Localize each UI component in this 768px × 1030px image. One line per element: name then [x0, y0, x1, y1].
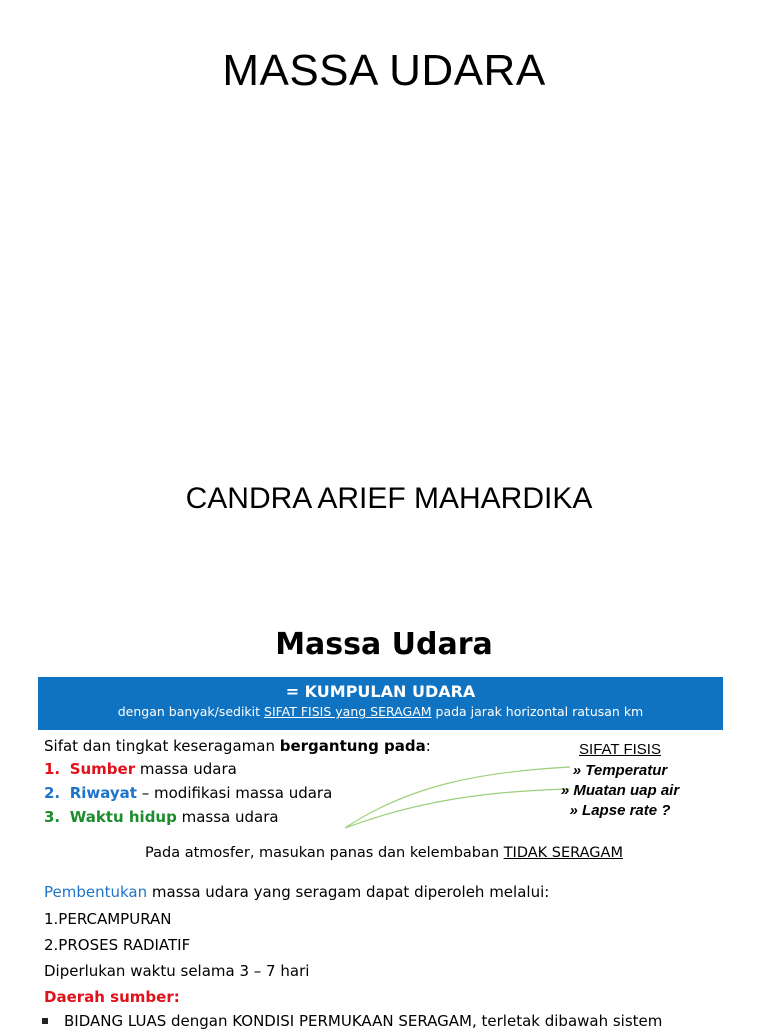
intro-text: Sifat dan tingkat keseragaman — [44, 737, 280, 755]
factor-term: Riwayat — [69, 784, 137, 802]
banner-heading: = KUMPULAN UDARA — [285, 682, 476, 701]
factor-term: Waktu hidup — [69, 808, 177, 826]
banner-sub-underlined: SIFAT FISIS yang SERAGAM — [264, 704, 432, 719]
factor-text: massa udara — [135, 760, 237, 778]
banner-sub-before: dengan banyak/sedikit — [117, 704, 265, 719]
factor-term: Sumber — [69, 760, 136, 778]
heat-note — [0, 845, 768, 861]
bullet-square-icon — [42, 1018, 48, 1024]
method-item: 2.PROSES RADIATIF — [44, 936, 191, 954]
pembentukan-line — [44, 883, 549, 901]
factor-number: 2. — [44, 784, 61, 802]
intro-bold: bergantung pada — [279, 737, 426, 755]
factor-number: 1. — [44, 760, 61, 778]
intro-colon: : — [425, 737, 431, 755]
daerah-label: Daerah sumber: — [44, 988, 180, 1006]
author-name: CANDRA ARIEF MAHARDIKA — [185, 482, 593, 515]
sifat-item: » Lapse rate ? — [569, 802, 671, 819]
daerah-item: BIDANG LUAS dengan KONDISI PERMUKAAN SERAGAM, terletak dibawah sistem — [64, 1012, 663, 1030]
factor-text: – modifikasi massa udara — [136, 784, 333, 802]
duration-text: Diperlukan waktu selama 3 – 7 hari — [44, 962, 310, 980]
connector-curve — [345, 767, 570, 828]
factor-text: massa udara — [176, 808, 279, 826]
sifat-item: » Temperatur — [572, 762, 668, 779]
sifat-fisis-heading: SIFAT FISIS — [579, 741, 661, 758]
banner-sub-after: pada jarak horizontal ratusan km — [431, 704, 644, 719]
factor-number: 3. — [44, 808, 61, 826]
sifat-item: » Muatan uap air — [560, 782, 680, 799]
slide-heading: Massa Udara — [275, 627, 493, 662]
method-item: 1.PERCAMPURAN — [44, 910, 172, 928]
pembentukan-term: Pembentukan — [44, 883, 148, 901]
note-text: Pada atmosfer, masukan panas dan kelembaban — [145, 845, 504, 861]
slide-title: MASSA UDARA — [222, 46, 546, 95]
pembentukan-text: massa udara yang seragam dapat diperoleh melalui: — [147, 883, 550, 901]
note-underlined: TIDAK SERAGAM — [503, 845, 623, 861]
